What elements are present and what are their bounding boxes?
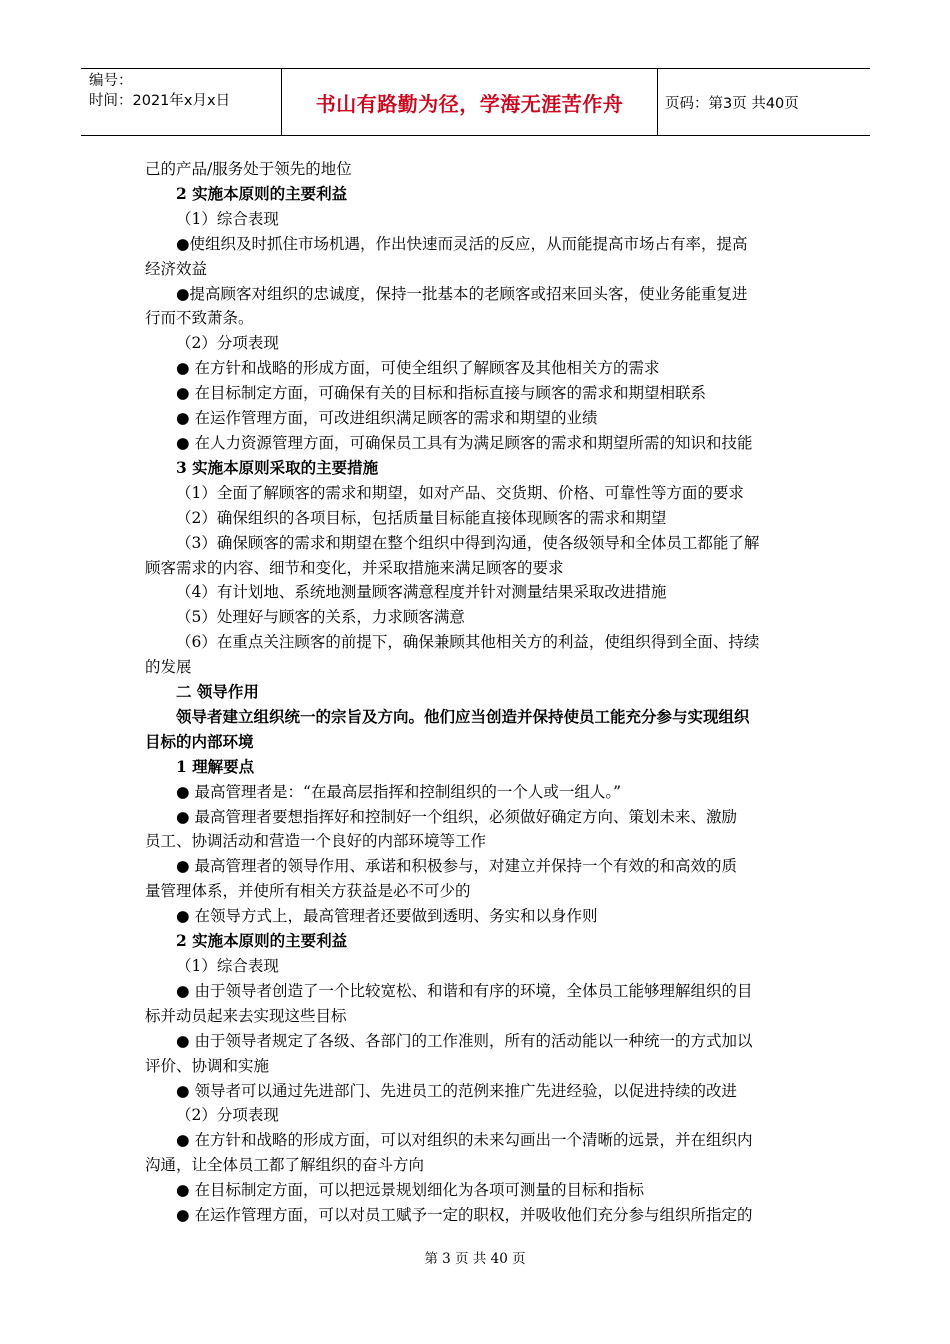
text-line: ● 在目标制定方面，可确保有关的目标和指标直接与顾客的需求和期望相联系 xyxy=(176,384,706,403)
document-header xyxy=(81,68,870,136)
text-line: ● 由于领导者创造了一个比较宽松、和谐和有序的环境，全体员工能够理解组织的目 xyxy=(176,981,753,1000)
text-line: ● 在运作管理方面，可改进组织满足顾客的需求和期望的业绩 xyxy=(176,409,598,428)
header-motto: 书山有路勤为径，学海无涯苦作舟 xyxy=(281,69,658,135)
time-label: 时间：2021年x月x日 xyxy=(89,93,231,109)
text-line: ●提高顾客对组织的忠诚度，保持一批基本的老顾客或招来回头客，使业务能重复进 xyxy=(176,284,748,303)
text-line: 标并动员起来去实现这些目标 xyxy=(145,1006,347,1025)
text-line: ●使组织及时抓住市场机遇，作出快速而灵活的反应，从而能提高市场占有率，提高 xyxy=(176,234,748,253)
text-line: （2）分项表现 xyxy=(176,334,279,353)
text-line: 的发展 xyxy=(145,658,192,677)
text-line: 3 实施本原则采取的主要措施 xyxy=(176,457,379,477)
text-line: 经济效益 xyxy=(145,259,208,278)
text-line: （1）综合表现 xyxy=(176,209,279,228)
text-line: ● 最高管理者的领导作用、承诺和积极参与，对建立并保持一个有效的和高效的质 xyxy=(176,857,737,876)
text-line: 顾客需求的内容、细节和变化，并采取措施来满足顾客的要求 xyxy=(145,558,564,577)
text-line: 评价、协调和实施 xyxy=(145,1056,270,1075)
text-line: 目标的内部环境 xyxy=(145,731,254,751)
header-page-info: 页码：第3页 共40页 xyxy=(665,95,799,112)
text-line: （5）处理好与顾客的关系，力求顾客满意 xyxy=(176,608,465,627)
text-line: ● 由于领导者规定了各级、各部门的工作准则，所有的活动能以一种统一的方式加以 xyxy=(176,1031,753,1050)
text-line: 沟通，让全体员工都了解组织的奋斗方向 xyxy=(145,1156,425,1175)
text-line: （2）确保组织的各项目标，包括质量目标能直接体现顾客的需求和期望 xyxy=(176,508,667,527)
text-line: 2 实施本原则的主要利益 xyxy=(176,931,348,951)
text-line: ● 在运作管理方面，可以对员工赋予一定的职权，并吸收他们充分参与组织所指定的 xyxy=(176,1206,753,1225)
document-body xyxy=(145,157,803,1228)
text-line: （3）确保顾客的需求和期望在整个组织中得到沟通，使各级领导和全体员工都能了解 xyxy=(176,533,760,552)
text-line: ● 在人力资源管理方面，可确保员工具有为满足顾客的需求和期望所需的知识和技能 xyxy=(176,433,753,452)
text-line: ● 在领导方式上，最高管理者还要做到透明、务实和以身作则 xyxy=(176,907,598,926)
text-line: （1）全面了解顾客的需求和期望，如对产品、交货期、价格、可靠性等方面的要求 xyxy=(176,483,744,502)
text-line: 2 实施本原则的主要利益 xyxy=(176,183,348,203)
text-line: ● 最高管理者要想指挥好和控制好一个组织，必须做好确定方向、策划未来、激励 xyxy=(176,807,737,826)
text-line: （4）有计划地、系统地测量顾客满意程度并针对测量结果采取改进措施 xyxy=(176,583,667,602)
text-line: 己的产品/服务处于领先的地位 xyxy=(145,160,352,178)
text-line: ● 在方针和战略的形成方面，可以对组织的未来勾画出一个清晰的远景，并在组织内 xyxy=(176,1131,753,1150)
text-line: 量管理体系，并使所有相关方获益是必不可少的 xyxy=(145,882,471,901)
text-line: 领导者建立组织统一的宗旨及方向。他们应当创造并保持使员工能充分参与实现组织 xyxy=(176,706,750,726)
text-line: 行而不致萧条。 xyxy=(145,309,254,328)
text-line: ● 在目标制定方面，可以把远景规划细化为各项可测量的目标和指标 xyxy=(176,1181,644,1200)
text-line: （6）在重点关注顾客的前提下，确保兼顾其他相关方的利益，使组织得到全面、持续 xyxy=(176,633,760,652)
header-meta xyxy=(81,69,281,135)
text-line: ● 最高管理者是：“在最高层指挥和控制组织的一个人或一组人。” xyxy=(176,782,622,801)
text-line: 1 理解要点 xyxy=(176,756,255,776)
text-line: （2）分项表现 xyxy=(176,1106,279,1125)
text-line: 二 领导作用 xyxy=(176,682,259,702)
text-line: 员工、协调活动和营造一个良好的内部环境等工作 xyxy=(145,832,487,851)
number-label: 编号： xyxy=(89,73,133,89)
text-line: ● 在方针和战略的形成方面，可使全组织了解顾客及其他相关方的需求 xyxy=(176,359,660,378)
text-line: （1）综合表现 xyxy=(176,957,279,975)
text-line: ● 领导者可以通过先进部门、先进员工的范例来推广先进经验，以促进持续的改进 xyxy=(176,1081,737,1100)
page-footer: 第 3 页 共 40 页 xyxy=(424,1251,526,1267)
